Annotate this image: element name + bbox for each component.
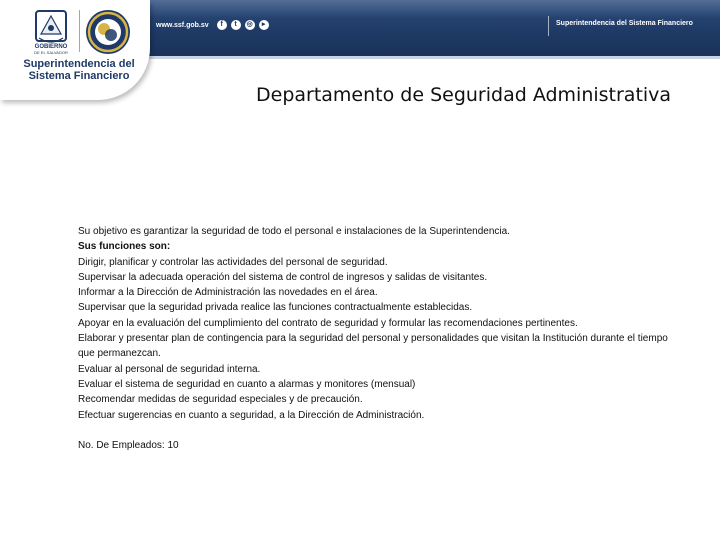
spacer (78, 423, 684, 438)
header-brand-text: Superintendencia del Sistema Financiero (556, 20, 693, 27)
organization-name (8, 58, 150, 82)
functions-heading: Sus funciones son: (78, 241, 171, 253)
function-item: Efectuar sugerencias en cuanto a seguridad, a la Dirección de Administración. (78, 409, 425, 421)
objective-text: Su objetivo es garantizar la seguridad de todo el personal e instalaciones de la Superintendencia. (78, 226, 510, 237)
web-links-row (156, 18, 269, 32)
organization-name-line2: Sistema Financiero (28, 70, 130, 82)
employee-count (78, 438, 684, 453)
function-item: Evaluar al personal de seguridad interna. (78, 363, 261, 375)
department-description (78, 224, 684, 453)
government-label-line1: GOBIERNO (34, 44, 68, 50)
ssf-logo-icon (84, 8, 132, 56)
function-item: Supervisar que la seguridad privada realice las funciones contractualmente establecidas. (78, 302, 473, 314)
organization-name-line1: Superintendencia del (23, 58, 135, 70)
function-item: Evaluar el sistema de seguridad en cuanto a alarmas y monitores (mensual) (78, 378, 416, 390)
government-label (22, 44, 80, 56)
government-label-line2: DE EL SALVADOR (34, 50, 68, 55)
employee-count-label: No. De Empleados: (78, 439, 165, 451)
header-separator (548, 16, 549, 36)
function-item: Elaborar y presentar plan de contingencia para la seguridad del personal y personalidades que visitan la Institución durante el tiempo que permanezcan. (78, 333, 668, 360)
instagram-icon[interactable]: ◎ (246, 21, 253, 28)
function-item: Dirigir, planificar y controlar las actividades del personal de seguridad. (78, 256, 388, 268)
facebook-icon[interactable]: f (217, 20, 227, 30)
function-item: Recomendar medidas de seguridad especiales y de precaución. (78, 394, 363, 406)
logo-divider (79, 10, 80, 52)
employee-count-value: 10 (167, 439, 179, 451)
function-item: Informar a la Dirección de Administración las novedades en el área. (78, 287, 378, 299)
twitter-icon[interactable]: t (231, 20, 241, 30)
website-link[interactable]: www.ssf.gob.sv (156, 21, 209, 29)
logo-panel (0, 0, 150, 100)
function-item: Supervisar la adecuada operación del sistema de control de ingresos y salidas de visitantes. (78, 271, 488, 283)
function-item: Apoyar en la evaluación del cumplimiento del contrato de seguridad y formular las recomendaciones pertinentes. (78, 317, 578, 329)
youtube-icon[interactable]: ▸ (259, 20, 269, 30)
page-title: Departamento de Seguridad Administrativa (256, 84, 672, 106)
